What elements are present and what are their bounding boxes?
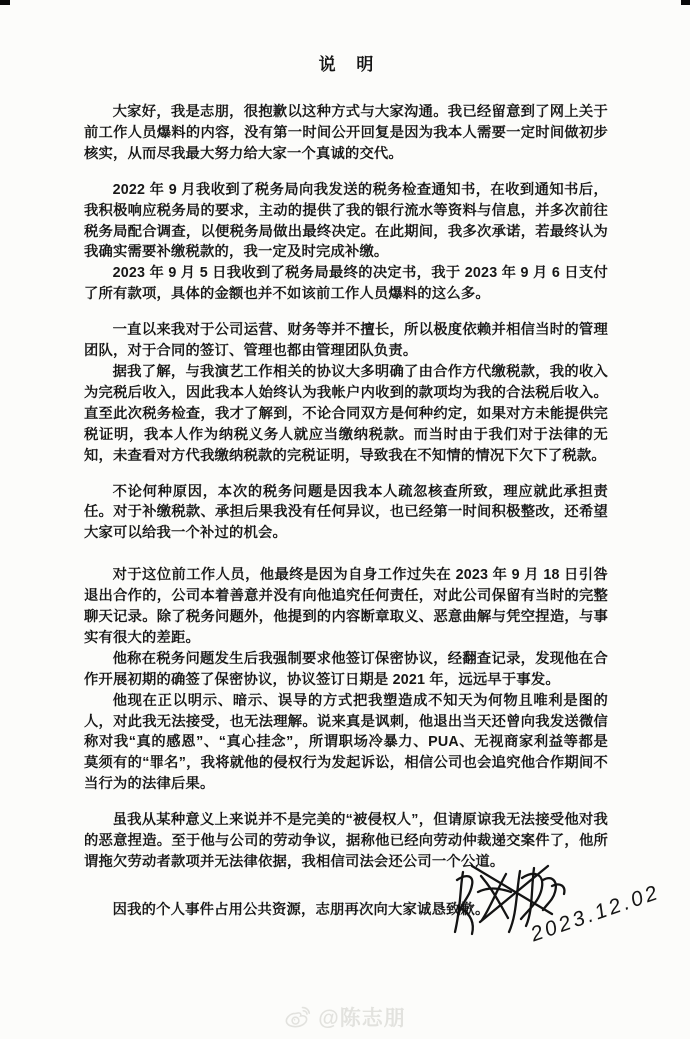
paragraph-tax-decision: 2023 年 9 月 5 日我收到了税务局最终的决定书，我于 2023 年 9 月 6 日支付了所有款项，具体的金额也并不如该前工作人员爆料的这么多。 — [84, 265, 608, 303]
statement-title: 说 明 — [318, 55, 382, 74]
scan-corner-mark-right — [681, 0, 690, 5]
paragraph-greeting: 大家好，我是志朋，很抱歉以这种方式与大家沟通。我已经留意到了网上关于前工作人员爆料的内容，没有第一时间公开回复是因为我本人需要一定时间做初步核实，从而尽我最大努力给大家一个真诚的交代。 — [84, 104, 608, 162]
signature-date: 2023.12.02 — [527, 880, 664, 947]
paragraph-responsibility: 不论何种原因，本次的税务问题是因我本人疏忽核查所致，理应就此承担责任。对于补缴税款、承担后果我没有任何异议，也已经第一时间积极整改，还希望大家可以给我一个补过的机会。 — [84, 483, 608, 542]
weibo-watermark — [0, 1002, 690, 1032]
scan-corner-mark-left — [0, 0, 10, 5]
paragraph-accusations: 他现在正以明示、暗示、误导的方式把我塑造成不知天为何物且唯利是图的人，对此我无法接受，也无法理解。说来真是讽刺，他退出当天还曾向我发送微信称对我“真的感恩”、“真心挂念”，所谓职场冷暴力、PUA、无视商家利益等都是莫须有的“罪名”，我将就他的侵权行为发起诉讼，相信公司也会追究他合作期间不当行为的法律后果。 — [84, 692, 608, 793]
paragraph-tax-agreements: 据我了解，与我演艺工作相关的协议大多明确了由合作方代缴税款，我的收入为完税后收入，因此我本人始终认为我帐户内收到的款项均为我的合法税后收入。直至此次税务检查，我才了解到，不论合同双方是何种约定，如果对方未能提供完税证明，我本人作为纳税义务人就应当缴纳税款。而当时由于我们对于法律的无知，未查看对方代我缴纳税款的完税证明，导致我在不知情的情况下欠下了税款。 — [84, 363, 608, 464]
watermark-handle: @陈志朋 — [318, 1007, 406, 1030]
signature-block — [448, 856, 678, 976]
paragraph-labor-dispute: 虽我从某种意义上来说并不是完美的“被侵权人”，但请原谅我无法接受他对我的恶意捏造。至于他与公司的劳动争议，据称他已经向劳动仲裁递交案件了，他所谓拖欠劳动者款项并无法律依据，我相信司法会还公司一个公道。 — [84, 812, 608, 870]
paragraph-ex-staff: 对于这位前工作人员，他最终是因为自身工作过失在 2023 年 9 月 18 日引咎退出合作的，公司本着善意并没有向他追究任何责任，对此公司保留有当时的完整聊天记录。除了税务问题外，他提到的内容断章取义、恶意曲解与凭空捏造，与事实有很大的差距。 — [84, 567, 608, 646]
paragraph-tax-notice: 2022 年 9 月我收到了税务局向我发送的税务检查通知书，在收到通知书后，我积极响应税务局的要求，主动的提供了我的银行流水等资料与信息，并多次前往税务局配合调查，以便税务局做出最终决定。在此期间，我多次承诺，若最终认为我确实需要补缴税款的，我一定及时完成补缴。 — [84, 181, 608, 261]
weibo-icon — [284, 1006, 311, 1029]
paragraph-management-team: 一直以来我对于公司运营、财务等并不擅长，所以极度依赖并相信当时的管理团队，对于合同的签订、管理也都由管理团队负责。 — [84, 322, 608, 360]
statement-body — [84, 0, 608, 921]
paragraph-nda: 他称在税务问题发生后我强制要求他签订保密协议，经翻查记录，发现他在合作开展初期的确签了保密协议，协议签订日期是 2021 年，远远早于事发。 — [84, 650, 608, 688]
paragraph-apology: 因我的个人事件占用公共资源，志朋再次向大家诚恳致歉。 — [112, 901, 490, 918]
